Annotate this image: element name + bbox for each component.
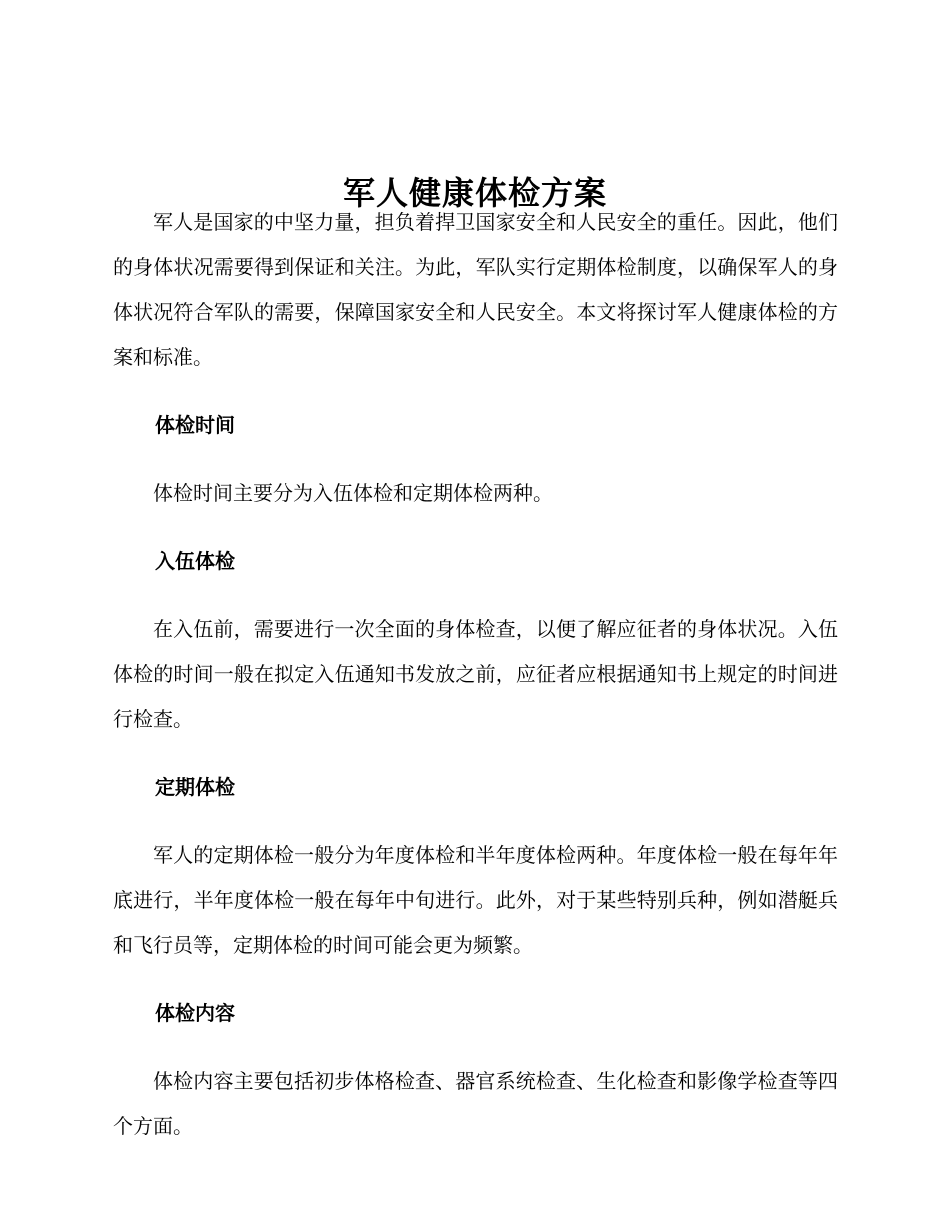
document-body	[113, 200, 838, 1149]
section-paragraph-periodic-exam: 军人的定期体检一般分为年度体检和半年度体检两种。年度体检一般在每年年底进行，半年度体检一般在每年中旬进行。此外，对于某些特别兵种，例如潜艇兵和飞行员等，定期体检的时间可能会更为频繁。	[113, 843, 838, 957]
section-paragraph-enlistment-exam: 在入伍前，需要进行一次全面的身体检查，以便了解应征者的身体状况。入伍体检的时间一般在拟定入伍通知书发放之前，应征者应根据通知书上规定的时间进行检查。	[113, 617, 838, 731]
section-heading-periodic-exam: 定期体检	[155, 775, 235, 799]
section-heading-exam-content: 体检内容	[155, 1001, 235, 1025]
section-heading-enlistment-exam: 入伍体检	[155, 549, 235, 573]
section-paragraph-exam-content: 体检内容主要包括初步体格检查、器官系统检查、生化检查和影像学检查等四个方面。	[113, 1069, 838, 1138]
section-paragraph-exam-time: 体检时间主要分为入伍体检和定期体检两种。	[153, 481, 553, 505]
intro-paragraph: 军人是国家的中坚力量，担负着捍卫国家安全和人民安全的重任。因此，他们的身体状况需要得到保证和关注。为此，军队实行定期体检制度，以确保军人的身体状况符合军队的需要，保障国家安全和人民安全。本文将探讨军人健康体检的方案和标准。	[113, 210, 838, 369]
section-heading-exam-time: 体检时间	[155, 413, 235, 437]
document-title: 军人健康体检方案	[342, 174, 607, 213]
